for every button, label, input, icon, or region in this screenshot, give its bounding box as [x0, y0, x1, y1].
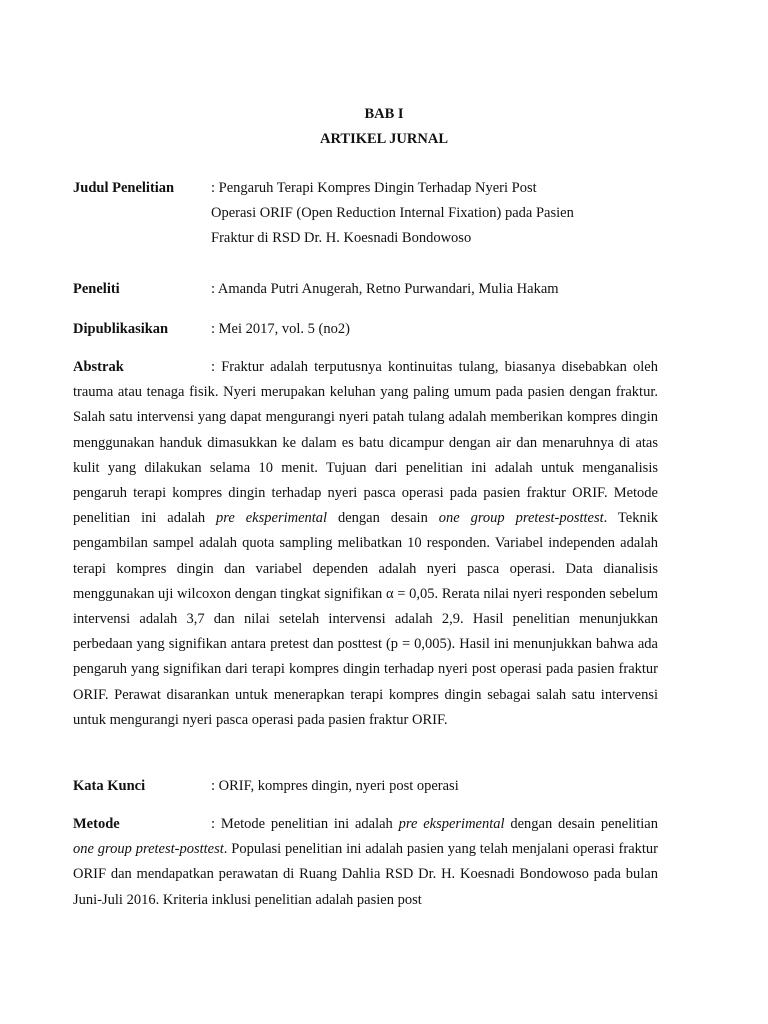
- peneliti-label: Peneliti: [73, 281, 120, 297]
- judul-line-2: Operasi ORIF (Open Reduction Internal Fixation) pada Pasien: [211, 205, 574, 221]
- metode-text-2: dengan desain penelitian: [504, 816, 658, 832]
- abstrak-label: Abstrak: [73, 359, 124, 375]
- chapter-heading: BAB I: [364, 106, 404, 122]
- metode-italic-2: one group pretest-posttest: [73, 841, 224, 858]
- metode-italic-1: pre eksperimental: [398, 816, 505, 832]
- peneliti-value: : Amanda Putri Anugerah, Retno Purwandari, Mulia Hakam: [211, 281, 559, 297]
- metode-label: Metode: [73, 816, 120, 832]
- page-title: ARTIKEL JURNAL: [319, 131, 448, 147]
- abstrak-italic-2: one group pretest-posttest: [438, 510, 604, 527]
- judul-label: Judul Penelitian: [73, 180, 175, 196]
- judul-line-3: Fraktur di RSD Dr. H. Koesnadi Bondowoso: [211, 230, 472, 246]
- kata-kunci-value: : ORIF, kompres dingin, nyeri post operasi: [211, 778, 459, 794]
- abstrak-text-3: . Teknik pengambilan sampel adalah quota sampling melibatkan 10 responden. Variabel independen adalah terapi kompres dingin dan variabel dependen adalah nyeri pasca operasi. Data dianalisis menggunakan uji wilcoxon dengan tingkat signifikan α = 0,05. Rerata nilai nyeri responden sebelum intervensi adalah 3,7 dan nilai setelah intervensi adalah 2,9. Hasil penelitian menunjukkan perbedaan yang signifikan antara pretest dan posttest (p = 0,005). Hasil ini menunjukkan bahwa ada pengaruh yang signifikan dari terapi kompres dingin terhadap nyeri post operasi pada pasien fraktur ORIF. Perawat disarankan untuk menerapkan terapi kompres dingin sebagai salah satu intervensi untuk mengurangi nyeri pasca operasi pada pasien fraktur ORIF.: [73, 510, 658, 728]
- abstrak-italic-1: pre eksperimental: [216, 510, 328, 527]
- metode-text-3: . Populasi penelitian ini adalah pasien yang telah menjalani operasi fraktur ORIF dan mendapatkan perawatan di Ruang Dahlia RSD Dr. H. Koesnadi Bondowoso pada bulan Juni-Juli 2016. Kriteria inklusi penelitian adalah pasien post: [73, 841, 658, 908]
- dipublikasikan-label: Dipublikasikan: [73, 321, 169, 337]
- kata-kunci-label: Kata Kunci: [73, 778, 146, 794]
- abstrak-text-2: dengan desain: [327, 510, 439, 527]
- metode-paragraph: [73, 812, 658, 913]
- abstrak-paragraph: [73, 355, 658, 733]
- dipublikasikan-value: : Mei 2017, vol. 5 (no2): [211, 321, 350, 337]
- judul-line-1: : Pengaruh Terapi Kompres Dingin Terhadap Nyeri Post: [211, 180, 537, 196]
- metode-text-1: : Metode penelitian ini adalah: [211, 816, 399, 832]
- abstrak-text-1: : Fraktur adalah terputusnya kontinuitas tulang, biasanya disebabkan oleh trauma atau tenaga fisik. Nyeri merupakan keluhan yang paling umum pada pasien dengan fraktur. Salah satu intervensi yang dapat mengurangi nyeri patah tulang adalah memberikan kompres dingin menggunakan handuk dimasukkan ke dalam es batu dicampur dengan air dan menaruhnya di atas kulit yang dilakukan selama 10 menit. Tujuan dari penelitian ini adalah untuk menganalisis pengaruh terapi kompres dingin terhadap nyeri pasca operasi pada pasien fraktur ORIF. Metode penelitian ini adalah: [73, 359, 658, 527]
